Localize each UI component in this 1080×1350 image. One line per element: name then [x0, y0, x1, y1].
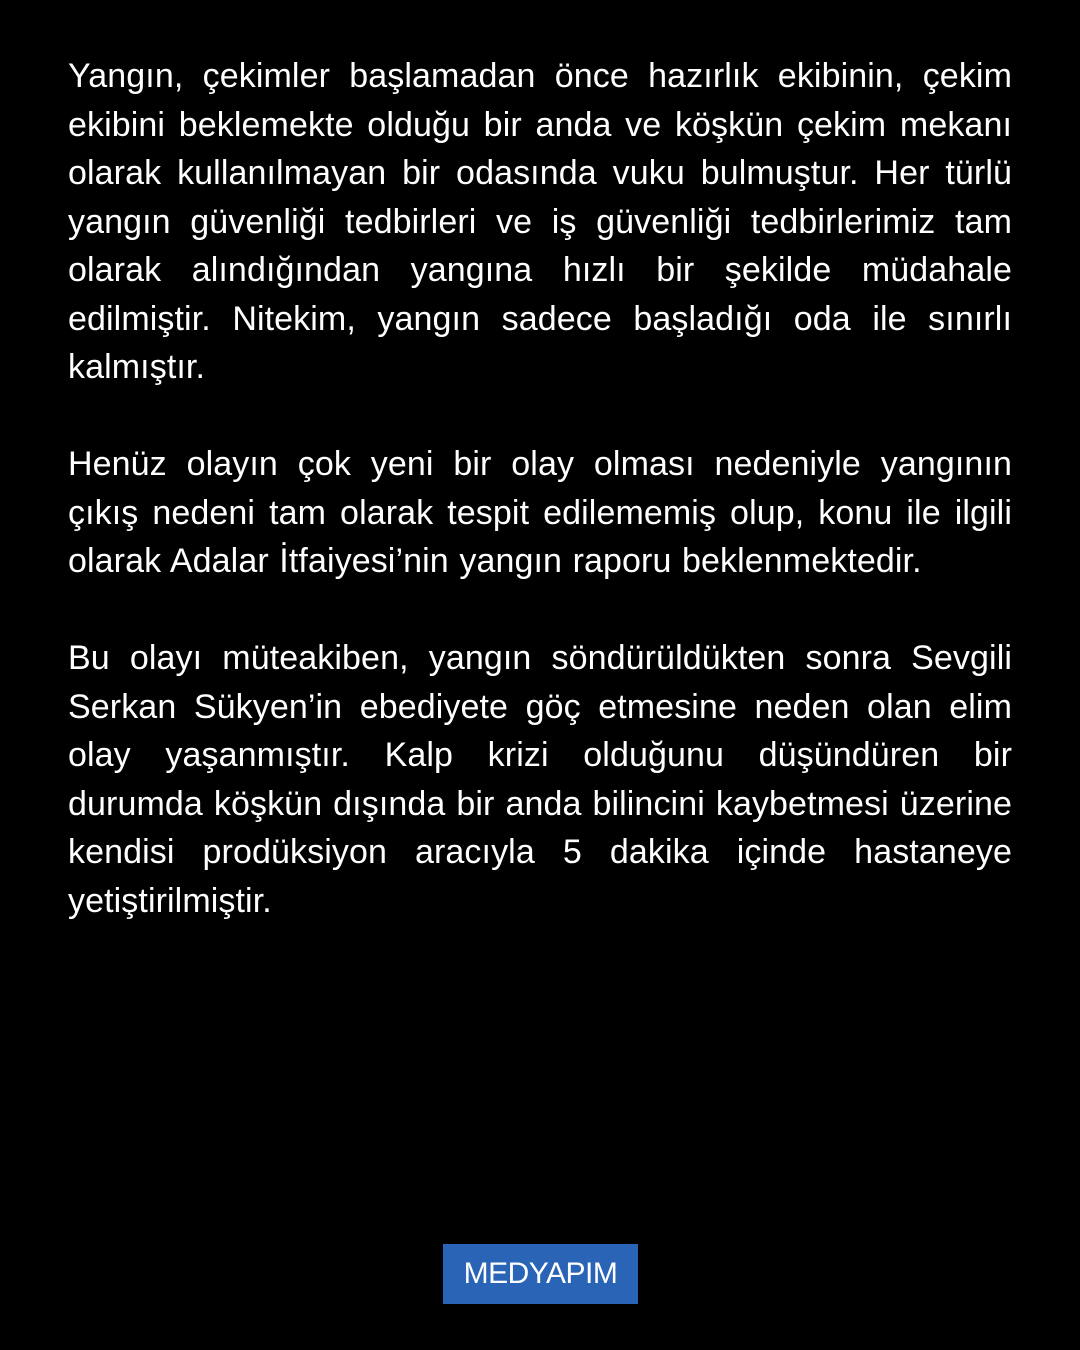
- paragraph-fire-incident: Yangın, çekimler başlamadan önce hazırlık ekibinin, çekim ekibini beklemekte olduğu bir anda ve köşkün çekim mekanı olarak kullanılmayan bir odasında vuku bulmuştur. Her türlü yangın güvenliği tedbirleri ve iş güvenliği tedbirlerimiz tam olarak alındığından yangına hızlı bir şekilde müdahale edilmiştir. Nitekim, yangın sadece başladığı oda ile sınırlı kalmıştır.: [68, 57, 1012, 386]
- statement-text-block: [68, 52, 1012, 974]
- medyapim-logo: [443, 1244, 638, 1304]
- paragraph-serkan-sukyen: Bu olayı müteakiben, yangın söndürüldükten sonra Sevgili Serkan Sükyen’in ebediyete göç etmesine neden olan elim olay yaşanmıştır. Kalp krizi olduğunu düşündüren bir durumda köşkün dışında bir anda bilincini kaybetmesi üzerine kendisi prodüksiyon aracıyla 5 dakika içinde hastaneye yetiştirilmiştir.: [68, 639, 1012, 920]
- logo-text: MEDYAPIM: [463, 1257, 618, 1290]
- paragraph-fire-cause: Henüz olayın çok yeni bir olay olması nedeniyle yangının çıkış nedeni tam olarak tespit edilememiş olup, konu ile ilgili olarak Adalar İtfaiyesi’nin yangın raporu beklenmektedir.: [68, 445, 1012, 580]
